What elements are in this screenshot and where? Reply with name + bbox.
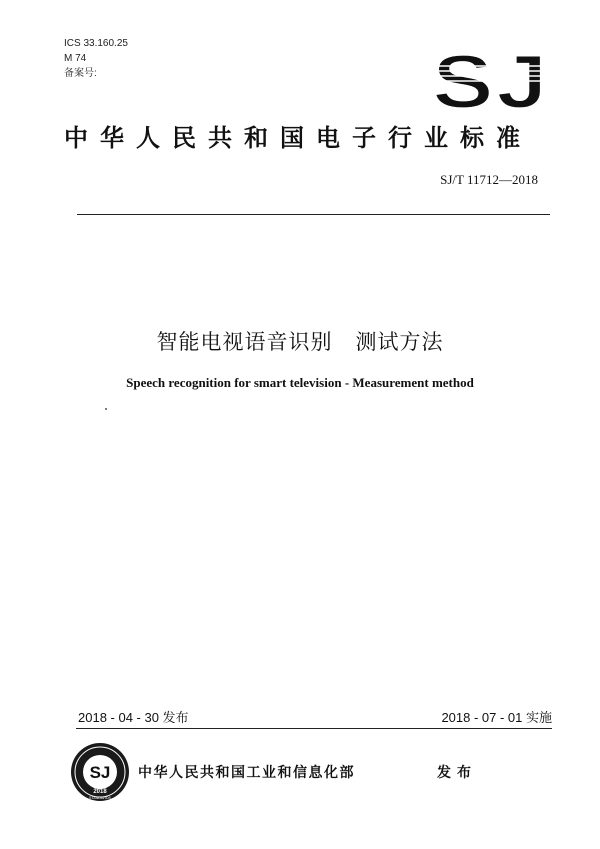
- publish-label: 发布: [437, 765, 477, 781]
- publisher-name: 中华人民共和国工业和信息化部: [138, 765, 355, 781]
- bottom-divider: [76, 728, 552, 729]
- ics-code: ICS 33.160.25: [64, 38, 128, 49]
- standard-number: SJ/T 11712—2018: [440, 172, 538, 187]
- seal-caption: STANDARDS: [89, 796, 111, 800]
- classification-code: M 74: [64, 53, 87, 64]
- metadata-block: [64, 36, 128, 81]
- industry-standard-title: 中华人民共和国电子行业标准: [64, 124, 532, 152]
- seal-letters: SJ: [89, 763, 111, 782]
- sj-standard-logo-icon: [430, 44, 552, 116]
- document-title-chinese: 智能电视语音识别 测试方法: [156, 330, 444, 354]
- effective-date: 2018 - 07 - 01 实施: [441, 710, 552, 725]
- document-title-english: Speech recognition for smart television - Measurement method: [126, 375, 474, 390]
- sj-logo-text: SJ: [432, 44, 550, 116]
- sj-standards-seal-icon: [70, 742, 130, 802]
- issue-date: 2018 - 04 - 30 发布: [78, 710, 189, 725]
- scan-speck: [105, 408, 107, 410]
- filing-number-label: 备案号:: [64, 68, 97, 79]
- top-divider: [77, 214, 550, 215]
- seal-year: 2018: [93, 789, 107, 795]
